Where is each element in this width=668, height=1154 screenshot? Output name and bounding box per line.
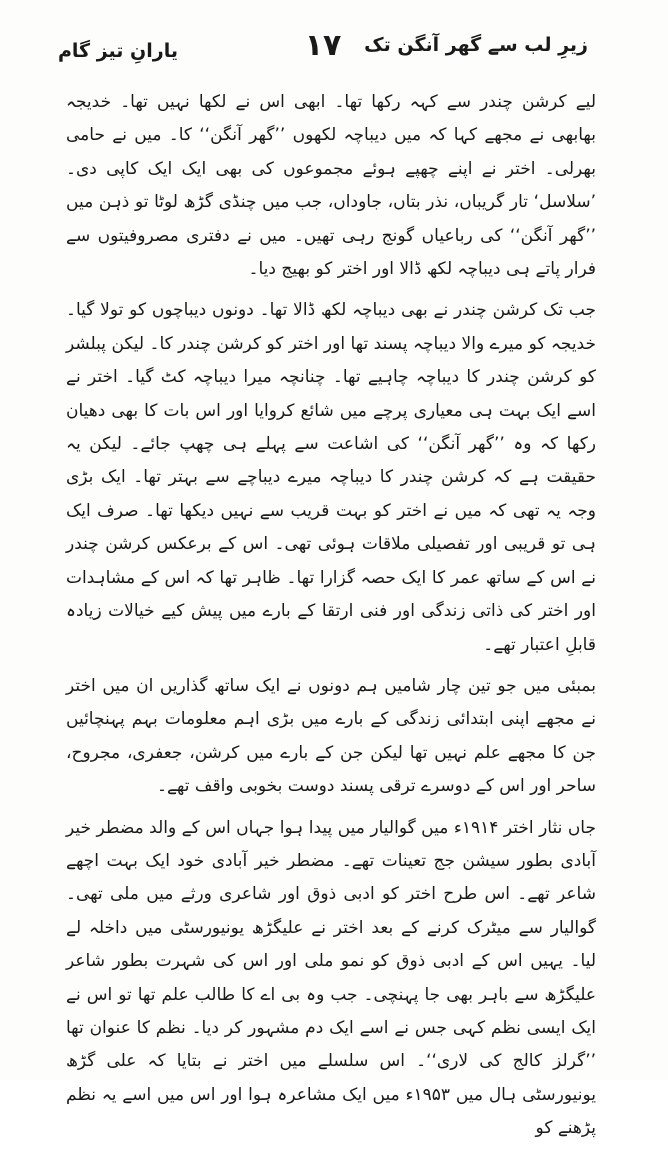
body-text	[66, 86, 596, 1154]
paragraph: جب تک کرشن چندر نے بھی دیباچہ لکھ ڈالا تھا۔ دونوں دیباچوں کو تولا گیا۔ خدیجہ کو میرے والا دیباچہ پسند تھا اور اختر کو کرشن چندر کا۔ لیکن پبلشر کو کرشن چندر کا دیباچہ چاہیے تھا۔ چنانچہ میرا دیباچہ کٹ گیا۔ اختر نے اسے ایک بہت ہی معیاری پرچے میں شائع کروایا اور اس بات کا بھی دھیان رکھا کہ وہ ’’گھر آنگن‘‘ کی اشاعت سے پہلے ہی چھپ جائے۔ لیکن یہ حقیقت ہے کہ کرشن چندر کا دیباچہ میرے دیباچے سے بہتر تھا۔ ایک بڑی وجہ یہ تھی کہ میں نے اختر کو بہت قریب سے نہیں دیکھا تھا۔ صرف ایک ہی تو قریبی اور تفصیلی ملاقات ہوئی تھی۔ اس کے برعکس کرشن چندر نے اس کے ساتھ عمر کا ایک حصہ گزارا تھا۔ ظاہر تھا کہ اس کے مشاہدات اور اختر کی ذاتی زندگی اور فنی ارتقا کے بارے میں پیش کیے خیالات زیادہ قابلِ اعتبار تھے۔	[66, 300, 596, 655]
page-number: ۱۷	[304, 28, 342, 63]
paragraph: جاں نثار اختر ۱۹۱۴ء میں گوالیار میں پیدا ہوا جہاں اس کے والد مضطر خیر آبادی بطور سیشن جج تعینات تھے۔ مضطر خیر آبادی خود ایک بہت اچھے شاعر تھے۔ اس طرح اختر کو ادبی ذوق اور شاعری ورثے میں ملی تھی۔ گوالیار سے میٹرک کرنے کے بعد اختر نے علیگڑھ یونیورسٹی میں داخلہ لے لیا۔ یہیں اس کے ادبی ذوق کو نمو ملی اور اس کی شہرت بطور شاعر علیگڑھ سے باہر بھی جا پہنچی۔ جب وہ بی اے کا طالب علم تھا تو اس نے ایک ایسی نظم کہی جس نے اسے ایک دم مشہور کر دیا۔ نظم کا عنوان تھا ’’گرلز کالج کی لاری‘‘۔ اس سلسلے میں اختر نے بتایا کہ علی گڑھ یونیورسٹی ہال میں ۱۹۵۳ء میں ایک مشاعرہ ہوا اور اس میں اسے یہ نظم پڑھنے کو	[66, 817, 597, 1139]
paragraph: بمبئی میں جو تین چار شامیں ہم دونوں نے ایک ساتھ گذاریں ان میں اختر نے مجھے اپنی ابتدائی زندگی کے بارے میں بڑی اہم معلومات بہم پہنچائیں جن کا مجھے علم نہیں تھا لیکن جن کے بارے میں کرشن، جعفری، مجروح، ساحر اور اس کے دوسرے ترقی پسند دوست بخوبی واقف تھے۔	[66, 675, 596, 797]
page-header	[58, 28, 588, 72]
running-title: زیرِ لب سے گھر آنگن تک	[364, 34, 588, 56]
chapter-title: یارانِ تیز گام	[58, 40, 178, 62]
paragraph: لیے کرشن چندر سے کہہ رکھا تھا۔ ابھی اس نے لکھا نہیں تھا۔ خدیجہ بھابھی نے مجھے کہا کہ میں دیباچہ لکھوں ’’گھر آنگن‘‘ کا۔ میں نے حامی بھرلی۔ اختر نے اپنے چھپے ہوئے مجموعوں کی بھی ایک ایک کاپی دی۔ ’سلاسل‘ تار گریباں، نذر بتاں، جاوداں، جب میں چنڈی گڑھ لوٹا تو ذہن میں ’’گھر آنگن‘‘ کی رباعیاں گونج رہی تھیں۔ میں نے دفتری مصروفیتوں سے فرار پاتے ہی دیباچہ لکھ ڈالا اور اختر کو بھیج دیا۔	[66, 92, 596, 280]
